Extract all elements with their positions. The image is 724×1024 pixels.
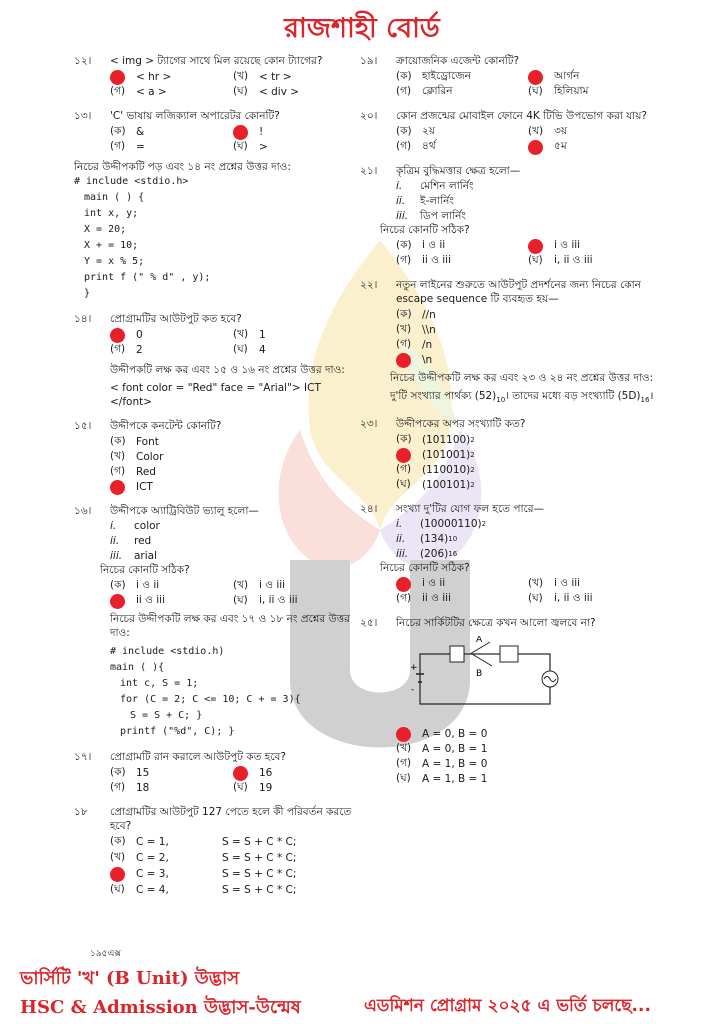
question-number: ১৪।: [74, 313, 92, 325]
option-a[interactable]: (ক) //n: [396, 307, 436, 321]
option-a[interactable]: (ক) i ও ii: [110, 578, 160, 591]
question-15: [74, 419, 356, 494]
option-a[interactable]: (ক) C = 1, S = S + C * C;: [110, 834, 297, 848]
option-b[interactable]: (খ) 1: [233, 327, 266, 341]
question-text: সংখ্যা দু'টির যোগ ফল হতে পারে—: [396, 503, 545, 516]
option-c[interactable]: (গ) ii ও iii: [396, 253, 451, 266]
correct-answer-dot: [396, 353, 411, 368]
option-c[interactable]: (গ) (110010) 2: [396, 462, 475, 477]
question-text: প্রোগ্রামটির আউটপুট 127 পেতে হলে কী পরিবর্তন করতে হবে?: [110, 806, 352, 832]
option-c[interactable]: (গ) =: [110, 139, 145, 153]
option-d[interactable]: (ঘ) C = 4, S = S + C * C;: [110, 882, 297, 896]
footer-line-2: HSC & Admission উদ্ভাস-উন্মেষ: [20, 997, 301, 1018]
question-number: ২১।: [360, 165, 378, 177]
option-b[interactable]: (খ) ৩য়: [528, 124, 568, 137]
correct-answer-dot: [233, 125, 248, 140]
footer-line-3: এডমিশন প্রোগ্রাম ২০২৫ এ ভর্তি চলছে...: [364, 996, 651, 1016]
question-12: [74, 54, 356, 99]
option-a[interactable]: 0: [110, 328, 233, 342]
correct-answer-dot: [110, 867, 125, 882]
option-a[interactable]: (ক) 15: [110, 765, 150, 779]
stem-14: নিচের উদ্দীপকটি পড় এবং ১৪ নং প্রশ্নের উত্তর দাও: # include <stdio.h> main ( ) { int x, y; X = 20; X + = 10; Y = x % 5; print f (" % d" , y); }: [74, 160, 356, 302]
option-b[interactable]: (খ) \\n: [396, 322, 436, 336]
option-c[interactable]: ii ও iii: [110, 594, 233, 608]
option-b[interactable]: 16: [233, 766, 356, 780]
svg-text:-: -: [411, 685, 415, 696]
option-c[interactable]: (গ) 18: [110, 780, 150, 794]
right-column: [360, 54, 660, 796]
option-d[interactable]: (ঘ) 4: [233, 342, 266, 356]
question-text: কোন প্রজন্মের মোবাইল ফোনে 4K টিভি উপভোগ করা যায়?: [396, 110, 647, 122]
page-title: রাজশাহী বোর্ড: [284, 13, 440, 44]
question-number: ২৪।: [360, 503, 378, 516]
option-c[interactable]: (গ) Red: [110, 464, 156, 478]
option-c[interactable]: (গ) 2: [110, 342, 143, 356]
question-20: [360, 109, 660, 154]
option-a[interactable]: (ক) (101100) 2: [396, 432, 475, 447]
question-22: ২২। নতুন লাইনের শুরুতে আউটপুট প্রদর্শনের জন্য নিচের কোন escape sequence টি ব্যবহৃত হয়— (ক) //n (খ) \\n (গ) /n \n নিচের উদ্দীপকটি লক্ষ কর এবং ২৩ ও ২৪ নং প্রশ্নের উত্তর দাও: দু'টি সংখ্যার পার্থক্য $(52)_{10}।$ তাদের মধ্যে বড় সংখ্যাটি $(5D)_{16}।$: [360, 278, 660, 407]
option-b[interactable]: (খ) Color: [110, 449, 164, 463]
question-text: নিচের সার্কিটটির ক্ষেত্রে কখন আলো জ্বলবে না?: [396, 617, 596, 630]
correct-answer-dot: [110, 594, 125, 609]
option-b[interactable]: (101001) 2: [396, 448, 660, 462]
code-block: # include <stdio.h) main ( ){ int c, S = 1; for (C = 2; C <= 10; C + = 3){ S = S + C; } printf ("%d", C); }: [110, 646, 301, 737]
option-a[interactable]: (ক) Font: [110, 434, 159, 448]
question-number: ১৫।: [74, 420, 92, 432]
question-text: উদ্দীপকে কনটেন্ট কোনটি?: [110, 420, 222, 432]
option-d[interactable]: ৫ম: [528, 140, 660, 154]
option-a[interactable]: i ও ii: [396, 577, 528, 591]
question-number: ২৩।: [360, 418, 378, 431]
question-number: ১৬।: [74, 505, 92, 517]
option-b[interactable]: (খ) < tr >: [233, 69, 292, 83]
option-d[interactable]: ICT: [110, 480, 356, 494]
option-b[interactable]: !: [233, 125, 356, 139]
option-c[interactable]: (গ) ৪র্থ: [396, 139, 436, 152]
correct-answer-dot: [110, 328, 125, 343]
option-c[interactable]: (গ) A = 1, B = 0: [396, 756, 488, 771]
question-24: ২৪। সংখ্যা দু'টির যোগ ফল হতে পারে— i. (10000110) 2 ii. (134) 10 iii. (206) 16 নিচের কোনটি সঠিক? i ও ii (খ) i ও iii (গ) ii ও iii (ঘ) i, ii ও iii: [360, 502, 660, 606]
question-text: উদ্দীপকের অপর সংখ্যাটি কত?: [396, 418, 526, 431]
question-number: ১৯।: [360, 55, 378, 67]
question-number: ১৩।: [74, 110, 92, 122]
question-text: ক্রায়োজনিক এজেন্ট কোনটি?: [396, 55, 520, 67]
question-text: কৃত্রিম বুদ্ধিমত্তার ক্ষেত্র হলো—: [396, 165, 521, 177]
svg-text:A: A: [476, 636, 483, 646]
option-a[interactable]: A = 0, B = 0: [396, 727, 660, 741]
correct-answer-dot: [528, 239, 543, 254]
correct-answer-dot: [110, 480, 125, 495]
code-block: # include <stdio.h> main ( ) { int x, y; X = 20; X + = 10; Y = x % 5; print f (" % d" , y); }: [74, 176, 211, 299]
option-b[interactable]: i ও iii: [528, 239, 660, 253]
option-d[interactable]: (ঘ) < div >: [233, 84, 300, 98]
option-d[interactable]: (ঘ) A = 1, B = 1: [396, 771, 488, 786]
option-c[interactable]: (গ) ক্লোরিন: [396, 84, 453, 97]
question-text: < img > ট্যাগের সাথে মিল রয়েছে কোন ট্যাগের?: [110, 55, 323, 67]
question-13: [74, 109, 356, 154]
svg-text:B: B: [476, 669, 483, 680]
question-text: নতুন লাইনের শুরুতে আউটপুট প্রদর্শনের জন্য নিচের কোন escape sequence টি ব্যবহৃত হয়—: [396, 279, 641, 305]
option-b[interactable]: (খ) C = 2, S = S + C * C;: [110, 850, 297, 864]
question-17: [74, 750, 356, 795]
question-21: ২১। কৃত্রিম বুদ্ধিমত্তার ক্ষেত্র হলো— i. মেশিন লার্নিং ii. ই-লার্নিং iii. ডিপ লার্নিং নিচের কোনটি সঠিক? (ক) i ও ii i ও iii (গ) ii ও iii (ঘ) i, ii ও iii: [360, 164, 660, 268]
question-number: ২০।: [360, 110, 378, 122]
page-code: ১৯৫এক্স: [90, 949, 121, 959]
option-d[interactable]: (ঘ) i, ii ও iii: [528, 591, 593, 604]
question-number: ১৮: [74, 806, 88, 818]
question-text: প্রোগ্রামটির আউটপুট কত হবে?: [110, 313, 242, 325]
option-d[interactable]: \n: [396, 353, 660, 367]
correct-answer-dot: [528, 140, 543, 155]
option-a[interactable]: (ক) i ও ii: [396, 238, 446, 251]
option-d[interactable]: (ঘ) (100101) 2: [396, 477, 475, 492]
correct-answer-dot: [233, 766, 248, 781]
svg-text:+: +: [410, 663, 418, 674]
question-text: প্রোগ্রামটি রান করালে আউটপুট কত হবে?: [110, 751, 286, 763]
option-d[interactable]: (ঘ) 19: [233, 780, 273, 794]
option-a[interactable]: (ক) &: [110, 124, 145, 138]
question-14: ১৪। প্রোগ্রামটির আউটপুট কত হবে? 0 (খ) 1 (গ) 2 (ঘ) 4 উদ্দীপকটি লক্ষ কর এবং ১৫ ও ১৬ নং প্রশ্নের উত্তর দাও: < font color = "Red" face = "Arial"> ICT </font>: [74, 312, 356, 409]
option-b[interactable]: (খ) i ও iii: [528, 576, 581, 589]
option-b[interactable]: (খ) i ও iii: [233, 578, 286, 591]
question-18: [74, 805, 356, 897]
option-b[interactable]: আর্গন: [528, 70, 660, 84]
correct-answer-dot: [528, 70, 543, 85]
question-text: উদ্দীপকে অ্যাট্রিবিউট ভ্যালু হলো—: [110, 505, 259, 517]
option-c[interactable]: (গ) < a >: [110, 84, 167, 98]
left-column: [74, 54, 356, 907]
correct-answer-dot: [396, 577, 411, 592]
option-b[interactable]: (খ) A = 0, B = 1: [396, 741, 488, 756]
option-a[interactable]: (ক) হাইড্রোজেন: [396, 69, 471, 82]
option-d[interactable]: (ঘ) i, ii ও iii: [233, 593, 298, 606]
footer-line-1: ভার্সিটি 'খ' (B Unit) উদ্ভাস: [20, 968, 240, 989]
question-number: ২২।: [360, 279, 378, 291]
option-c[interactable]: C = 3, S = S + C * C;: [110, 867, 356, 881]
correct-answer-dot: [396, 727, 411, 742]
option-c[interactable]: (গ) /n: [396, 337, 433, 351]
question-23: [360, 417, 660, 492]
circuit-diagram: [410, 636, 570, 716]
question-number: ১৭।: [74, 751, 92, 763]
correct-answer-dot: [396, 448, 411, 463]
option-d[interactable]: (ঘ) হিলিয়াম: [528, 84, 589, 97]
option-a[interactable]: < hr >: [110, 70, 233, 84]
option-d[interactable]: (ঘ) >: [233, 139, 268, 153]
question-number: ২৫।: [360, 617, 378, 630]
option-d[interactable]: (ঘ) i, ii ও iii: [528, 253, 593, 266]
question-25: [360, 616, 660, 786]
question-16: ১৬। উদ্দীপকে অ্যাট্রিবিউট ভ্যালু হলো— i. color ii. red iii. arial নিচের কোনটি সঠিক? (ক) i ও ii (খ) i ও iii ii ও iii (ঘ) i, ii ও iii নিচের উদ্দীপকটি লক্ষ কর এবং ১৭ ও ১৮ নং প্রশ্নের উত্তর দাও: # include <stdio.h) main ( ){ int c, S = 1; for (C = 2; C <= 10; C + = 3){ S = S + C; } printf ("%d", C); }: [74, 504, 356, 740]
option-c[interactable]: (গ) ii ও iii: [396, 591, 451, 604]
question-19: [360, 54, 660, 99]
correct-answer-dot: [110, 70, 125, 85]
option-a[interactable]: (ক) ২য়: [396, 124, 436, 137]
question-number: ১২।: [74, 55, 92, 67]
question-text: 'C' ভাষায় লজিক্যাল অপারেটর কোনটি?: [110, 110, 280, 122]
